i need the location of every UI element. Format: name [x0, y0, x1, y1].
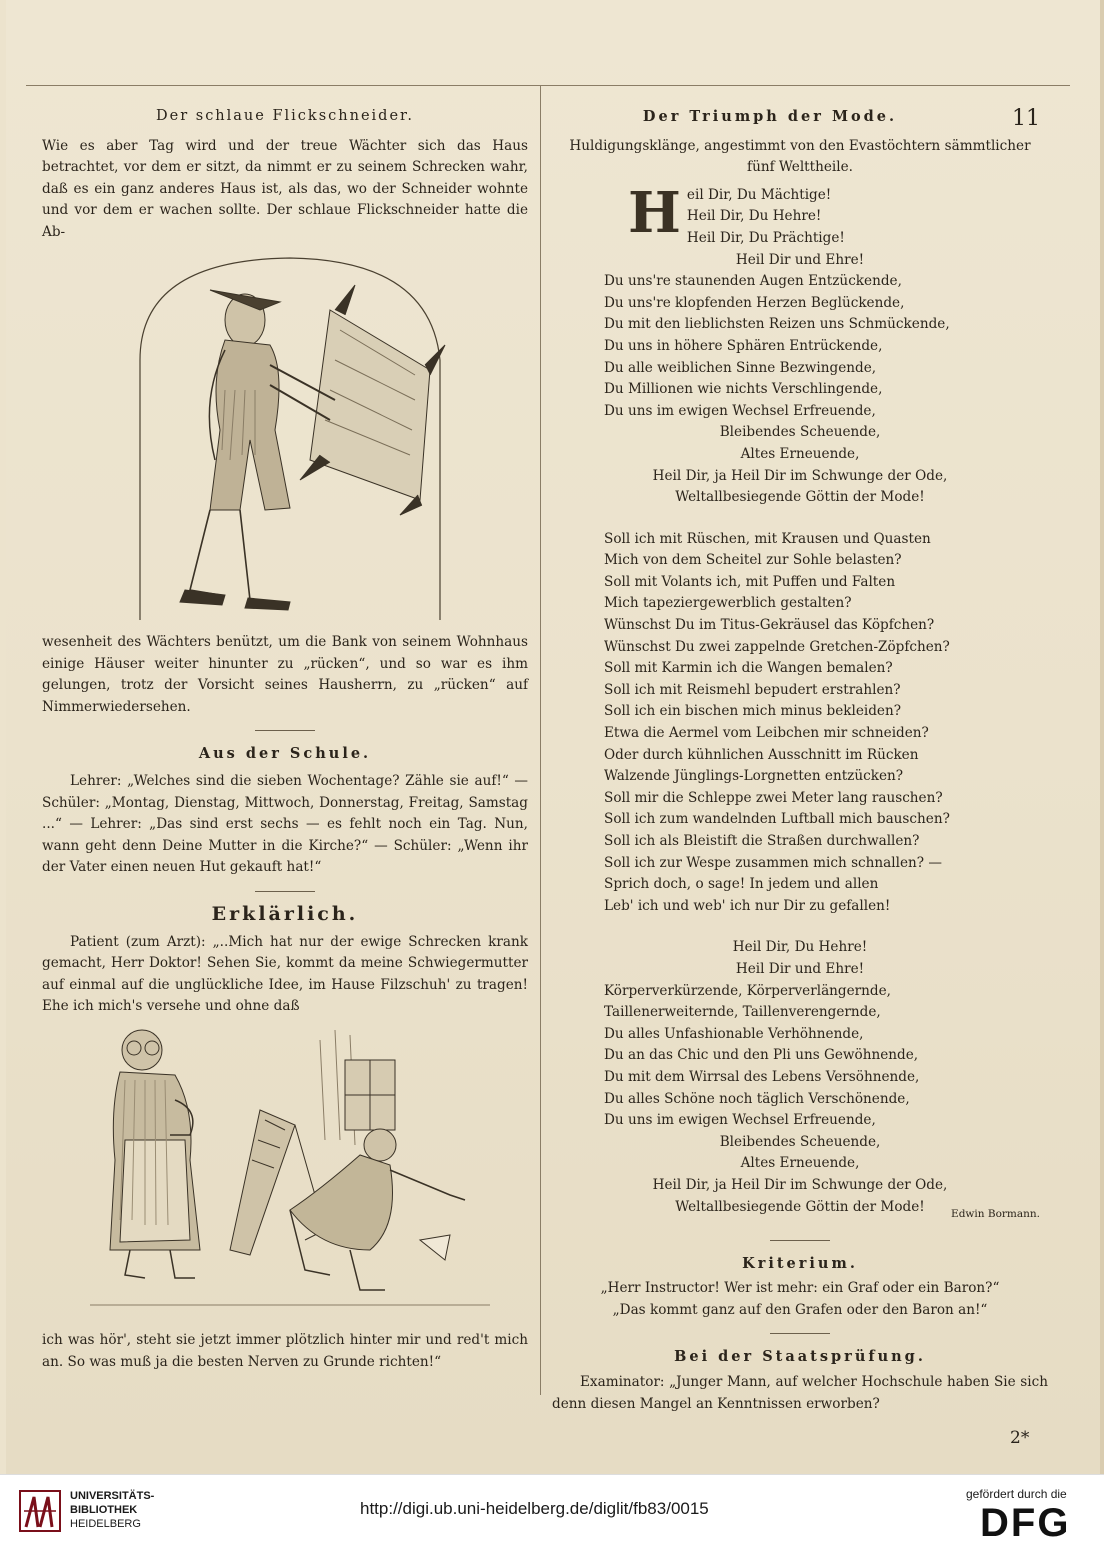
poem-line: Du alles Unfashionable Verhöhnende, [604, 1025, 864, 1042]
library-name-line: HEIDELBERG [70, 1518, 141, 1530]
poem-title: Der Triumph der Mode. [642, 108, 898, 125]
stanza-1 [552, 271, 1048, 509]
poem-line: Soll ich mit Rüschen, mit Krausen und Quasten [604, 530, 931, 547]
poem-line: Soll mit Karmin ich die Wangen bemalen? [604, 660, 893, 677]
school-title: Aus der Schule. [198, 745, 372, 763]
poem-line: Du uns im ewigen Wechsel Erfreuende, [604, 1112, 876, 1129]
poem-line: Soll mir die Schleppe zwei Meter lang rauschen? [604, 789, 943, 806]
poem-line: Heil Dir, Du Prächtige! [686, 229, 845, 246]
poem-line: Du uns're staunenden Augen Entzückende, [604, 273, 902, 290]
poem-line: Walzende Jünglings-Lorgnetten entzücken? [604, 768, 904, 785]
poem-line: Soll ich ein bischen mich minus bekleiden? [604, 703, 902, 720]
university-library-logo-icon [18, 1487, 62, 1535]
stanza-2 [552, 529, 1048, 918]
poem-line: Mich tapeziergewerblich gestalten? [604, 595, 852, 612]
poem-line: Du uns're klopfenden Herzen Beglückende, [604, 294, 905, 311]
poem-line: Heil Dir, Du Hehre! [686, 208, 822, 225]
poem-line: Taillenerweiternde, Taillenverengernde, [604, 1004, 881, 1021]
separator [255, 891, 315, 892]
exam-text: Examinator: „Junger Mann, auf welcher Hochschule haben Sie sich denn diesen Mangel an Kenntnissen erworben? [552, 1374, 1048, 1412]
left-column-end [42, 1330, 528, 1373]
explain-paragraph-2: ich was hör', steht sie jetzt immer plötzlich hinter mir und red't mich an. So was muß ja die besten Nerven zu Grunde richten!“ [42, 1332, 528, 1370]
funded-by-label: gefördert durch die [966, 1487, 1067, 1501]
poem-line: Wünschst Du zwei zappelnde Gretchen-Zöpfchen? [604, 638, 950, 655]
tailor-illustration [130, 250, 450, 620]
poem-line: Mich von dem Scheitel zur Sohle belasten? [604, 552, 902, 569]
poem-line: Du alle weiblichen Sinne Bezwingende, [604, 359, 877, 376]
explain-title: Erklärlich. [211, 902, 359, 925]
poem-line: Heil Dir, Du Hehre! [732, 939, 868, 956]
poem-line: Soll ich mit Reismehl bepudert erstrahlen? [604, 681, 901, 698]
poem-line: Bleibendes Scheuende, [719, 424, 881, 441]
poem-intro: Huldigungsklänge, angestimmt von den Evastöchtern sämmtlicher fünf Welttheile. [569, 137, 1031, 176]
poem-line: Du Millionen wie nichts Verschlingende, [604, 381, 883, 398]
library-name-line: BIBLIOTHEK [70, 1504, 138, 1516]
poem-line: Du uns in höhere Sphären Entrückende, [604, 337, 883, 354]
exam-title: Bei der Staatsprüfung. [674, 1348, 926, 1366]
top-rule [26, 85, 1070, 86]
story-title: Der schlaue Flickschneider. [156, 108, 414, 124]
story-paragraph-2: wesenheit des Wächters benützt, um die Bank von seinem Wohnhaus einige Häuser weiter hinunter zu „rücken“, und so war es ihm gelungen, trotz der Vorsicht seines Hausherrn, zu „rücken“ auf Nimmerwiedersehen. [42, 634, 528, 715]
poem-line: Du mit dem Wirrsal des Lebens Versöhnende, [604, 1068, 920, 1085]
poem-line: Heil Dir, ja Heil Dir im Schwunge der Ode, [652, 467, 948, 484]
signature-mark: 2* [1010, 1428, 1030, 1448]
criterion-line: „Das kommt ganz auf den Grafen oder den Baron an!“ [612, 1301, 988, 1318]
poem-line: Oder durch kühnlichen Ausschnitt im Rücken [604, 746, 919, 763]
library-name-line: UNIVERSITÄTS- [70, 1490, 155, 1502]
poem-author: Edwin Bormann. [951, 1208, 1040, 1221]
digital-library-url[interactable]: http://digi.ub.uni-heidelberg.de/diglit/fb83/0015 [360, 1499, 709, 1518]
separator [255, 730, 315, 731]
poem-line: Körperverkürzende, Körperverlängernde, [604, 982, 891, 999]
poem-line: Heil Dir und Ehre! [735, 251, 865, 268]
separator [770, 1240, 830, 1241]
criterion-line: „Herr Instructor! Wer ist mehr: ein Graf oder ein Baron?“ [600, 1280, 1000, 1297]
university-library-name [70, 1489, 154, 1531]
dfg-logo: DFG [980, 1501, 1071, 1545]
poem-line: Du alles Schöne noch täglich Verschönende, [604, 1090, 910, 1107]
poem-line: Soll ich als Bleistift die Straßen durchwallen? [604, 833, 920, 849]
poem-line: Soll ich zum wandelnden Luftball mich bauschen? [604, 811, 950, 828]
poem-line: Wünschst Du im Titus-Gekräusel das Köpfchen? [604, 617, 935, 634]
stanza-3 [552, 937, 1048, 1225]
school-text: Lehrer: „Welches sind die sieben Wochentage? Zähle sie auf!“ — Schüler: „Montag, Dienstag, Mittwoch, Donnerstag, Freitag, Samstag ...“ — Lehrer: „Das sind erst sechs — es fehlt noch ein Tag. Nun, wann geht denn Deine Mutter in die Kirche?“ — Schüler: „Wenn ihr der Vater einen neuen Hut gekauft hat!“ [42, 772, 528, 876]
poem-line: eil Dir, Du Mächtige! [686, 186, 832, 203]
poem-line: Weltallbesiegende Göttin der Mode! [675, 1198, 925, 1215]
left-column [42, 106, 528, 244]
dropcap-letter: H [628, 184, 681, 246]
poem-line: Du uns im ewigen Wechsel Erfreuende, [604, 402, 876, 419]
poem-line: Bleibendes Scheuende, [719, 1133, 881, 1150]
mother-in-law-illustration [90, 1020, 490, 1320]
criterion-title: Kriterium. [742, 1254, 858, 1272]
left-column-continued [42, 632, 528, 1018]
column-divider [540, 85, 541, 1395]
poem-line: Soll ich zur Wespe zusammen mich schnallen? — [604, 854, 942, 871]
story-paragraph-1: Wie es aber Tag wird und der treue Wächter sich das Haus betrachtet, vor dem er sitzt, da nimmt er zu seinem Schrecken wahr, daß es ein ganz anderes Haus ist, als das, wo der Schneider wohnte und vor dem er wachen sollte. Der schlaue Flickschneider hatte die Ab- [42, 137, 528, 240]
poem-line: Du an das Chic und den Pli uns Gewöhnende, [604, 1047, 919, 1064]
separator [770, 1333, 830, 1334]
right-column [552, 106, 1048, 1415]
poem-line: Sprich doch, o sage! In jedem und allen [604, 876, 879, 893]
poem-line: Altes Erneuende, [740, 445, 860, 462]
poem-line: Du mit den lieblichsten Reizen uns Schmückende, [604, 316, 950, 333]
poem-line: Heil Dir und Ehre! [735, 960, 865, 977]
poem-line: Altes Erneuende, [740, 1155, 860, 1172]
library-footer [0, 1474, 1104, 1559]
page-number: 11 [1012, 106, 1040, 131]
poem-line: Weltallbesiegende Göttin der Mode! [675, 489, 925, 506]
explain-paragraph-1: Patient (zum Arzt): „..Mich hat nur der ewige Schrecken krank gemacht, Herr Doktor! Sehen Sie, kommt da meine Schwiegermutter auf einmal auf die unglückliche Idee, im Hause Filzschuh' zu tragen! Ehe ich mich's versehe und ohne daß [42, 933, 528, 1015]
poem-line: Soll mit Volants ich, mit Puffen und Falten [604, 573, 896, 590]
poem-opening [552, 185, 1048, 250]
poem-line: Heil Dir, ja Heil Dir im Schwunge der Ode, [652, 1176, 948, 1193]
poem-line: Leb' ich und web' ich nur Dir zu gefallen! [604, 897, 891, 914]
poem-line: Etwa die Aermel vom Leibchen mir schneiden? [604, 725, 929, 742]
